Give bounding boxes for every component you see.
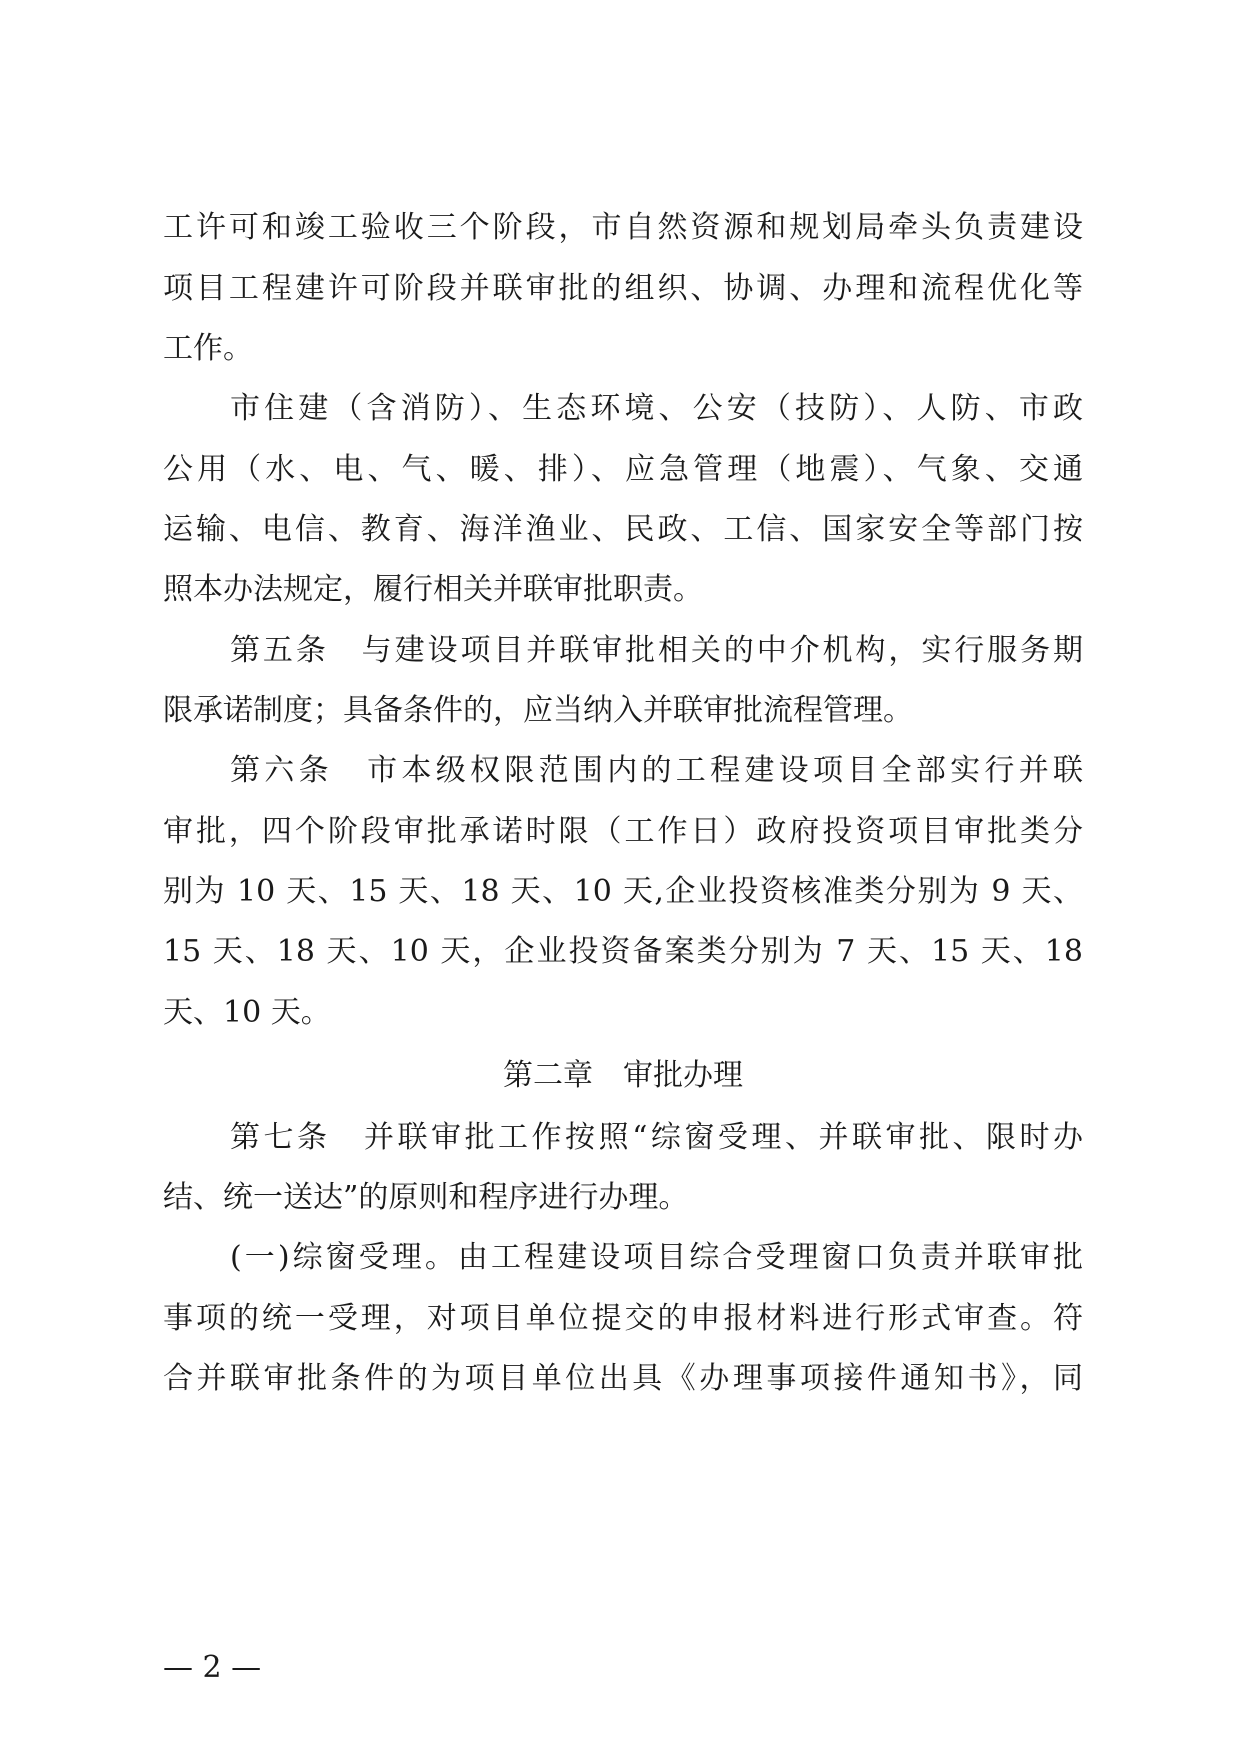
text-line: 市住建（含消防）、生态环境、公安（技防）、人防、市政 xyxy=(230,391,1083,426)
article-6-heading-line: 第六条 市本级权限范围内的工程建设项目全部实行并联 xyxy=(230,753,1083,788)
text-line: 工作。 xyxy=(163,331,253,366)
text-line: 别为 10 天、15 天、18 天、10 天,企业投资核准类分别为 9 天、 xyxy=(163,874,1083,909)
article-5-heading-line: 第五条 与建设项目并联审批相关的中介机构，实行服务期 xyxy=(230,633,1083,668)
chapter-heading: 第二章 审批办理 xyxy=(503,1058,743,1093)
text-line: 15 天、18 天、10 天，企业投资备案类分别为 7 天、15 天、18 xyxy=(163,934,1083,969)
text-line: 审批，四个阶段审批承诺时限（工作日）政府投资项目审批类分 xyxy=(163,814,1083,849)
text-line: (一)综窗受理。由工程建设项目综合受理窗口负责并联审批 xyxy=(230,1240,1083,1275)
text-line: 天、10 天。 xyxy=(163,995,331,1030)
text-line: 限承诺制度；具备条件的，应当纳入并联审批流程管理。 xyxy=(163,693,913,728)
article-7-heading-line: 第七条 并联审批工作按照“综窗受理、并联审批、限时办 xyxy=(230,1120,1083,1155)
text-line: 工许可和竣工验收三个阶段，市自然资源和规划局牵头负责建设 xyxy=(163,210,1083,245)
text-line: 项目工程建许可阶段并联审批的组织、协调、办理和流程优化等 xyxy=(163,271,1083,306)
text-line: 照本办法规定，履行相关并联审批职责。 xyxy=(163,572,703,607)
page-number: — 2 — xyxy=(163,1650,262,1685)
text-line: 运输、电信、教育、海洋渔业、民政、工信、国家安全等部门按 xyxy=(163,512,1083,547)
text-line: 事项的统一受理，对项目单位提交的申报材料进行形式审查。符 xyxy=(163,1301,1083,1336)
text-line: 结、统一送达”的原则和程序进行办理。 xyxy=(163,1180,689,1215)
text-line: 公用（水、电、气、暖、排）、应急管理（地震）、气象、交通 xyxy=(163,452,1083,487)
text-line: 合并联审批条件的为项目单位出具《办理事项接件通知书》，同 xyxy=(163,1361,1083,1396)
